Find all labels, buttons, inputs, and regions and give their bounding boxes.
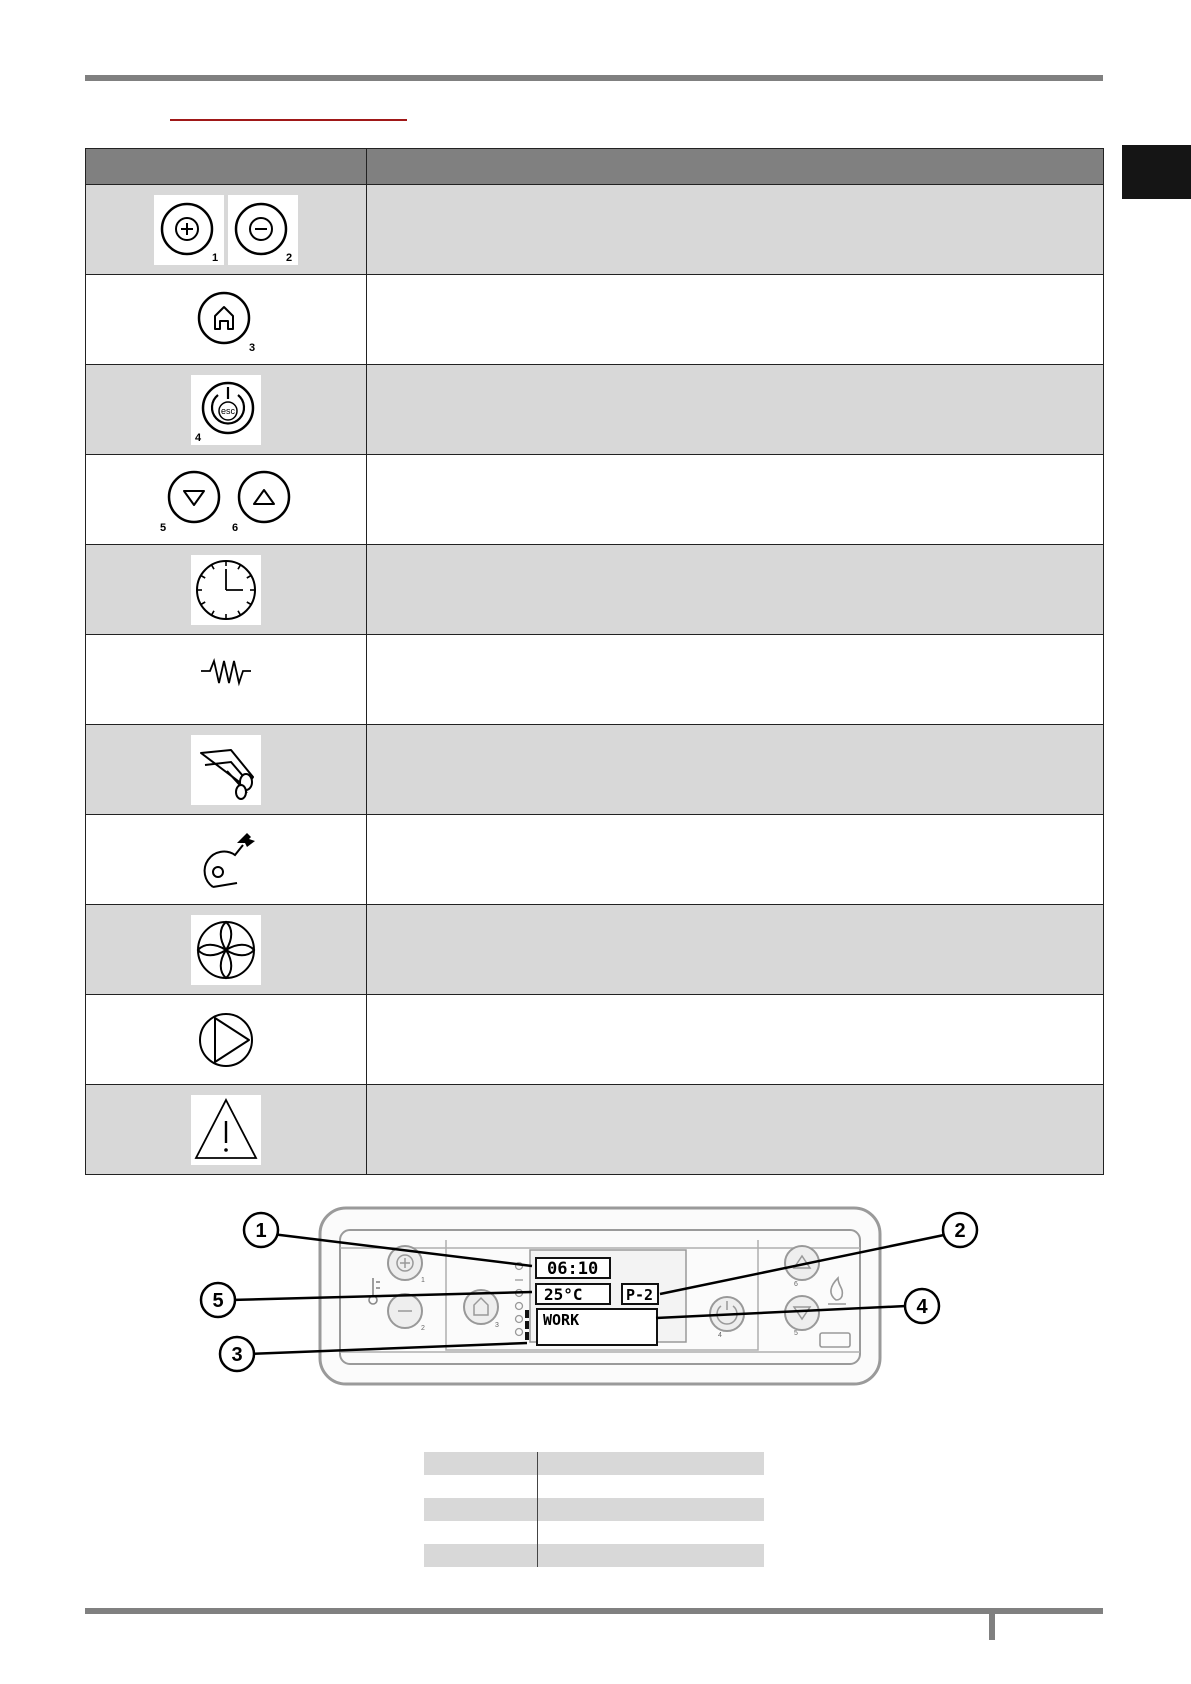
warning-triangle-icon [191, 1095, 261, 1165]
table-row [86, 815, 1104, 905]
callout-number: 4 [916, 1296, 928, 1318]
program-value: P-2 [626, 1286, 654, 1304]
table-row [86, 365, 1104, 455]
control-panel-diagram [190, 1200, 1020, 1390]
button-number: 6 [232, 521, 239, 534]
button-number: 3 [249, 341, 256, 354]
legend-value [537, 1475, 764, 1498]
icon-cell [86, 185, 367, 275]
status-led-bars [525, 1310, 529, 1340]
blower-icon [191, 825, 261, 895]
table-row [86, 275, 1104, 365]
esc-label: esc [220, 405, 236, 416]
legend-row [424, 1521, 764, 1544]
button-number: 4 [718, 1332, 722, 1339]
description-cell [367, 545, 1104, 635]
table-row [86, 905, 1104, 995]
button-number: 2 [286, 251, 293, 264]
legend-value [537, 1544, 764, 1567]
callout-3 [220, 1337, 254, 1371]
legend-row [424, 1544, 764, 1567]
pipes-icon [191, 735, 261, 805]
header-description [367, 149, 1104, 185]
table-row [86, 635, 1104, 725]
button-number: 4 [195, 431, 202, 444]
top-rule [85, 75, 1103, 81]
arrow-down-circle-icon [154, 465, 224, 535]
callout-2 [943, 1213, 977, 1247]
status-value: WORK [543, 1311, 580, 1329]
callout-legend-table [424, 1452, 764, 1567]
description-cell [367, 995, 1104, 1085]
legend-key [424, 1452, 537, 1475]
description-cell [367, 725, 1104, 815]
description-cell [367, 455, 1104, 545]
table-row [86, 725, 1104, 815]
legend-row [424, 1452, 764, 1475]
legend-key [424, 1498, 537, 1521]
button-number: 5 [794, 1330, 798, 1337]
button-number: 1 [212, 251, 219, 264]
button-number: 5 [160, 521, 167, 534]
fan-icon [191, 915, 261, 985]
icon-cell [86, 635, 367, 725]
resistor-icon [191, 645, 261, 715]
plus-circle-icon [154, 195, 224, 265]
table-row [86, 545, 1104, 635]
legend-key [424, 1544, 537, 1567]
callout-number: 5 [212, 1290, 224, 1312]
icon-cell [86, 275, 367, 365]
legend-row [424, 1498, 764, 1521]
icon-cell [86, 815, 367, 905]
description-cell [367, 815, 1104, 905]
icon-cell [86, 545, 367, 635]
temperature-value: 25°C [544, 1285, 583, 1304]
description-cell [367, 905, 1104, 995]
icon-cell [86, 725, 367, 815]
table-header-row [86, 149, 1104, 185]
table-row [86, 1085, 1104, 1175]
section-title-underline [170, 119, 407, 121]
arrow-up-circle-icon [228, 465, 298, 535]
clock-icon [191, 555, 261, 625]
callout-number: 1 [255, 1220, 267, 1242]
legend-value [537, 1498, 764, 1521]
legend-value [537, 1452, 764, 1475]
pump-icon [191, 1005, 261, 1075]
bottom-rule [85, 1608, 1103, 1614]
description-cell [367, 275, 1104, 365]
home-circle-icon [191, 285, 261, 355]
page-number-mark [989, 1610, 995, 1640]
icon-cell [86, 365, 367, 455]
description-cell [367, 635, 1104, 725]
description-cell [367, 185, 1104, 275]
time-value: 06:10 [547, 1259, 599, 1279]
legend-value [537, 1521, 764, 1544]
minus-circle-icon [228, 195, 298, 265]
legend-row [424, 1475, 764, 1498]
callout-4 [905, 1289, 939, 1323]
button-number: 3 [495, 1322, 499, 1329]
button-number: 6 [794, 1281, 798, 1288]
button-number: 1 [421, 1277, 425, 1284]
icon-description-table [85, 148, 1104, 1175]
legend-key [424, 1475, 537, 1498]
icon-cell [86, 1085, 367, 1175]
callout-1 [244, 1213, 278, 1247]
callout-number: 3 [231, 1344, 243, 1366]
chapter-side-tab [1122, 145, 1191, 199]
description-cell [367, 1085, 1104, 1175]
header-symbol [86, 149, 367, 185]
description-cell [367, 365, 1104, 455]
power-esc-icon [191, 375, 261, 445]
callout-5 [201, 1283, 235, 1317]
button-number: 2 [421, 1325, 425, 1332]
table-row [86, 185, 1104, 275]
table-row [86, 455, 1104, 545]
table-row [86, 995, 1104, 1085]
icon-cell [86, 995, 367, 1085]
callout-number: 2 [954, 1220, 966, 1242]
icon-cell [86, 905, 367, 995]
legend-key [424, 1521, 537, 1544]
icon-cell [86, 455, 367, 545]
